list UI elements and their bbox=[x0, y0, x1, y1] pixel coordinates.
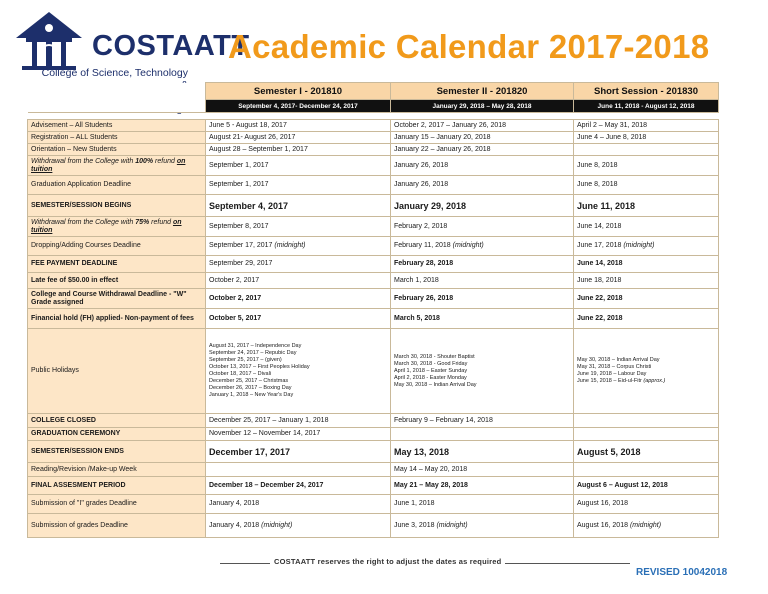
cell-s2: June 1, 2018 bbox=[391, 495, 574, 514]
table-row bbox=[28, 256, 719, 273]
cell-s3: August 16, 2018 bbox=[574, 495, 719, 514]
row-label: Withdrawal from the College with 75% refund on tuition bbox=[28, 217, 206, 237]
cell-s2: February 26, 2018 bbox=[391, 289, 574, 309]
cell-s3: August 5, 2018 bbox=[574, 441, 719, 463]
cell-s1: September 1, 2017 bbox=[206, 176, 391, 195]
table-row bbox=[28, 195, 719, 217]
cell-s1: September 17, 2017 (midnight) bbox=[206, 237, 391, 256]
table-row bbox=[28, 495, 719, 514]
cell-s2: March 1, 2018 bbox=[391, 273, 574, 289]
row-label: COLLEGE CLOSED bbox=[28, 414, 206, 428]
cell-s1: October 2, 2017 bbox=[206, 273, 391, 289]
cell-s3: August 16, 2018 (midnight) bbox=[574, 514, 719, 538]
table-row bbox=[28, 120, 719, 132]
row-label: Financial hold (FH) applied- Non-payment of fees bbox=[28, 309, 206, 329]
table-row bbox=[28, 414, 719, 428]
cell-s1-holidays: August 31, 2017 – Independence Day September 24, 2017 – Repubic Day September 25, 2017 – (given) October 13, 2017 – First Peoples Holiday October 18, 2017 – Divali December 25, 2017 – Christmas December 26, 2017 – Boxing Day January 1, 2018 – New Year's Day bbox=[206, 329, 391, 414]
row-label: Public Holidays bbox=[28, 329, 206, 414]
cell-s1: October 2, 2017 bbox=[206, 289, 391, 309]
page-title: Academic Calendar 2017-2018 bbox=[228, 28, 710, 65]
cell-s3-holidays: May 30, 2018 – Indian Arrival Day May 31, 2018 – Corpus Christi June 19, 2018 – Labour Day June 15, 2018 – Eid-ul-Fitr (approx.) bbox=[574, 329, 719, 414]
cell-s3: August 6 – August 12, 2018 bbox=[574, 477, 719, 495]
cell-s3: June 22, 2018 bbox=[574, 289, 719, 309]
row-label: Late fee of $50.00 in effect bbox=[28, 273, 206, 289]
cell-s2-holidays: March 30, 2018 - Shouter Baptist March 30, 2018 - Good Friday April 1, 2018 – Easter Sunday April 2, 2018 - Easter Monday May 30, 2018 – Indian Arrival Day bbox=[391, 329, 574, 414]
cell-s3: June 8, 2018 bbox=[574, 176, 719, 195]
table-row bbox=[28, 156, 719, 176]
table-row bbox=[28, 217, 719, 237]
cell-s3: June 4 – June 8, 2018 bbox=[574, 132, 719, 144]
semester-2-dates: January 29, 2018 – May 28, 2018 bbox=[391, 100, 574, 113]
cell-s1: August 21- August 26, 2017 bbox=[206, 132, 391, 144]
row-label: SEMESTER/SESSION BEGINS bbox=[28, 195, 206, 217]
table-row bbox=[28, 132, 719, 144]
row-label: Withdrawal from the College with 100% refund on tuition bbox=[28, 156, 206, 176]
cell-s1: September 1, 2017 bbox=[206, 156, 391, 176]
table-row bbox=[28, 309, 719, 329]
row-label: Reading/Revision /Make-up Week bbox=[28, 463, 206, 477]
semester-2-header: Semester II - 201820 bbox=[391, 83, 574, 100]
calendar-table bbox=[27, 82, 719, 538]
row-label: SEMESTER/SESSION ENDS bbox=[28, 441, 206, 463]
cell-s1: August 28 – September 1, 2017 bbox=[206, 144, 391, 156]
table-row bbox=[28, 273, 719, 289]
cell-s1: January 4, 2018 bbox=[206, 495, 391, 514]
cell-s3: April 2 – May 31, 2018 bbox=[574, 120, 719, 132]
cell-s2: May 21 – May 28, 2018 bbox=[391, 477, 574, 495]
table-row bbox=[28, 329, 719, 414]
row-label: Registration – ALL Students bbox=[28, 132, 206, 144]
table-row bbox=[28, 514, 719, 538]
brand-subtitle-line-1: College of Science, Technology bbox=[41, 67, 188, 79]
cell-s3: June 22, 2018 bbox=[574, 309, 719, 329]
costaatt-logo bbox=[14, 10, 84, 72]
cell-s3 bbox=[574, 463, 719, 477]
row-label: Submission of "I" grades Deadline bbox=[28, 495, 206, 514]
cell-s2: February 2, 2018 bbox=[391, 217, 574, 237]
cell-s3: June 14, 2018 bbox=[574, 256, 719, 273]
row-label: GRADUATION CEREMONY bbox=[28, 428, 206, 441]
cell-s2: May 14 – May 20, 2018 bbox=[391, 463, 574, 477]
row-label: Orientation – New Students bbox=[28, 144, 206, 156]
semester-1-dates: September 4, 2017- December 24, 2017 bbox=[206, 100, 391, 113]
table-row bbox=[28, 428, 719, 441]
cell-s2: January 26, 2018 bbox=[391, 176, 574, 195]
cell-s3: June 17, 2018 (midnight) bbox=[574, 237, 719, 256]
row-label: College and Course Withdrawal Deadline - "W" Grade assigned bbox=[28, 289, 206, 309]
table-row bbox=[28, 441, 719, 463]
cell-s2: January 29, 2018 bbox=[391, 195, 574, 217]
row-label: Submission of grades Deadline bbox=[28, 514, 206, 538]
table-row bbox=[28, 289, 719, 309]
table-row bbox=[28, 463, 719, 477]
cell-s1 bbox=[206, 463, 391, 477]
corner-cell bbox=[28, 100, 206, 113]
cell-s1: January 4, 2018 (midnight) bbox=[206, 514, 391, 538]
cell-s2: March 5, 2018 bbox=[391, 309, 574, 329]
cell-s1: October 5, 2017 bbox=[206, 309, 391, 329]
cell-s2: January 15 – January 20, 2018 bbox=[391, 132, 574, 144]
table-row bbox=[28, 144, 719, 156]
cell-s3: June 18, 2018 bbox=[574, 273, 719, 289]
cell-s1: June 5 - August 18, 2017 bbox=[206, 120, 391, 132]
row-label: Graduation Application Deadline bbox=[28, 176, 206, 195]
cell-s1: December 18 – December 24, 2017 bbox=[206, 477, 391, 495]
row-label: FEE PAYMENT DEADLINE bbox=[28, 256, 206, 273]
cell-s2 bbox=[391, 428, 574, 441]
cell-s2: June 3, 2018 (midnight) bbox=[391, 514, 574, 538]
row-label: Advisement – All Students bbox=[28, 120, 206, 132]
table-row bbox=[28, 176, 719, 195]
cell-s3: June 11, 2018 bbox=[574, 195, 719, 217]
cell-s2: February 9 – February 14, 2018 bbox=[391, 414, 574, 428]
cell-s3 bbox=[574, 414, 719, 428]
cell-s1: September 4, 2017 bbox=[206, 195, 391, 217]
cell-s3 bbox=[574, 428, 719, 441]
footer-note: COSTAATT reserves the right to adjust the dates as required bbox=[270, 557, 505, 566]
cell-s1: December 25, 2017 – January 1, 2018 bbox=[206, 414, 391, 428]
cell-s1: September 29, 2017 bbox=[206, 256, 391, 273]
row-label: FINAL ASSESMENT PERIOD bbox=[28, 477, 206, 495]
semester-1-header: Semester I - 201810 bbox=[206, 83, 391, 100]
header-spacer bbox=[28, 113, 719, 120]
short-session-header: Short Session - 201830 bbox=[574, 83, 719, 100]
cell-s2: February 11, 2018 (midnight) bbox=[391, 237, 574, 256]
cell-s3: June 14, 2018 bbox=[574, 217, 719, 237]
cell-s2: October 2, 2017 – January 26, 2018 bbox=[391, 120, 574, 132]
table-row bbox=[28, 237, 719, 256]
cell-s2: January 26, 2018 bbox=[391, 156, 574, 176]
short-session-dates: June 11, 2018 - August 12, 2018 bbox=[574, 100, 719, 113]
cell-s2: January 22 – January 26, 2018 bbox=[391, 144, 574, 156]
cell-s3 bbox=[574, 144, 719, 156]
cell-s3: June 8, 2018 bbox=[574, 156, 719, 176]
cell-s1: December 17, 2017 bbox=[206, 441, 391, 463]
cell-s2: May 13, 2018 bbox=[391, 441, 574, 463]
corner-cell bbox=[28, 83, 206, 100]
row-label: Dropping/Adding Courses Deadline bbox=[28, 237, 206, 256]
revised-label-bottom: REVISED 10042018 bbox=[636, 567, 728, 578]
table-row bbox=[28, 477, 719, 495]
cell-s2: February 28, 2018 bbox=[391, 256, 574, 273]
cell-s1: September 8, 2017 bbox=[206, 217, 391, 237]
brand-name: COSTAATT bbox=[92, 30, 250, 62]
cell-s1: November 12 – November 14, 2017 bbox=[206, 428, 391, 441]
